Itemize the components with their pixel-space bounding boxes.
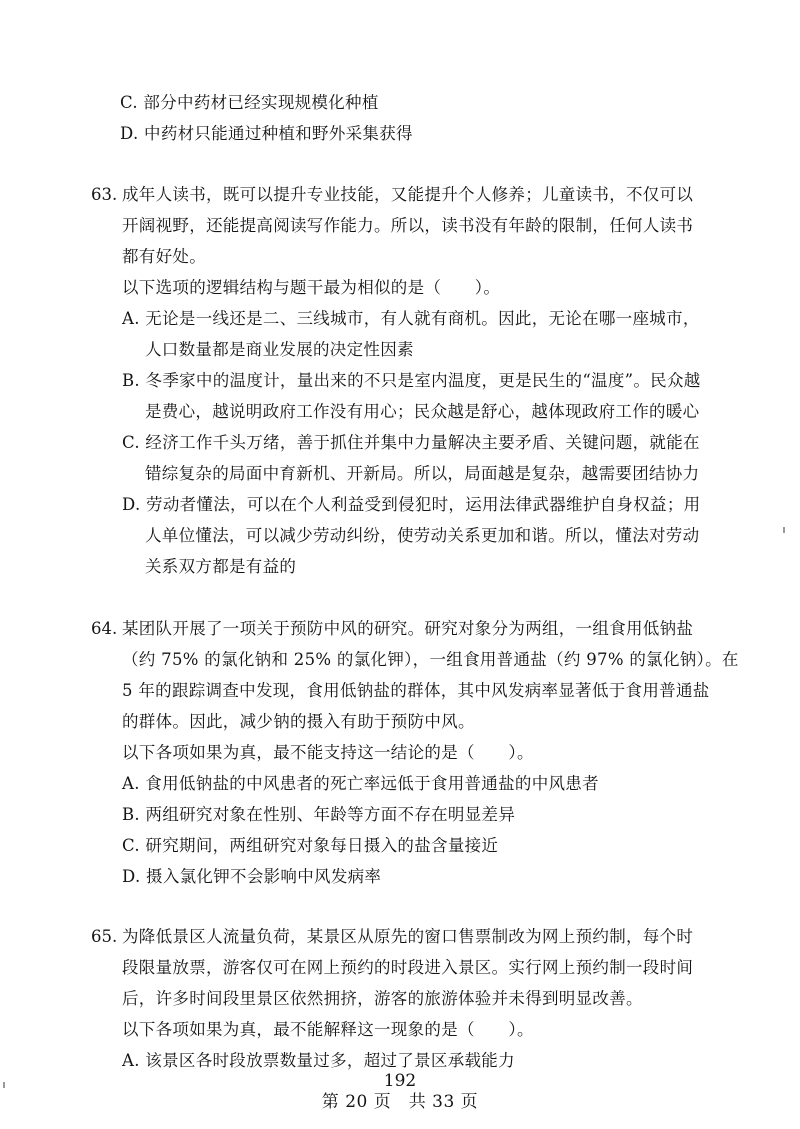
question-65-number: 65. (91, 927, 118, 946)
question-65-stem-line-2: 段限量放票，游客仅可在网上预约的时段进入景区。实行网上预约制一段时间 (122, 958, 694, 977)
question-64-option-a: A. 食用低钠盐的中风患者的死亡率远低于食用普通盐的中风患者 (122, 774, 599, 793)
option-d-prev: D. 中药材只能通过种植和野外采集获得 (120, 124, 413, 143)
question-64-stem-line-2: （约 75% 的氯化钠和 25% 的氯化钾），一组食用普通盐（约 97% 的氯化钠）。在 (122, 650, 739, 669)
question-63-option-d-line-2: 人单位懂法，可以减少劳动纠纷，使劳动关系更加和谐。所以，懂法对劳动 (145, 526, 700, 545)
question-63-stem-line-1: 成年人读书，既可以提升专业技能，又能提升个人修养；儿童读书，不仅可以 (122, 185, 694, 204)
question-63-option-c-line-1: C. 经济工作千头万绪，善于抓住并集中力量解决主要矛盾、关键问题，就能在 (122, 433, 700, 452)
question-64-prompt: 以下各项如果为真，最不能支持这一结论的是（ ）。 (122, 743, 534, 762)
question-63-option-a-line-1: A. 无论是一线还是二、三线城市，有人就有商机。因此，无论在哪一座城市， (122, 309, 700, 328)
scan-mark-left (3, 1082, 5, 1088)
question-64-option-d: D. 摄入氯化钾不会影响中风发病率 (122, 867, 382, 886)
question-65-stem-line-1: 为降低景区人流量负荷，某景区从原先的窗口售票制改为网上预约制，每个时 (122, 927, 694, 946)
scan-mark-right (783, 527, 785, 533)
question-64-number: 64. (91, 619, 118, 638)
question-63-option-b-line-2: 是费心，越说明政府工作没有用心；民众越是舒心，越体现政府工作的暖心 (145, 402, 700, 421)
question-63-option-c-line-2: 错综复杂的局面中育新机、开新局。所以，局面越是复杂，越需要团结协力 (145, 464, 700, 483)
question-63-stem-line-2: 开阔视野，还能提高阅读写作能力。所以，读书没有年龄的限制，任何人读书 (122, 216, 694, 235)
question-64-stem-line-1: 某团队开展了一项关于预防中风的研究。研究对象分为两组，一组食用低钠盐 (122, 619, 694, 638)
question-64-stem-line-3: 5 年的跟踪调查中发现，食用低钠盐的群体，其中风发病率显著低于食用普通盐 (122, 681, 710, 700)
question-65-stem-line-3: 后，许多时间段里景区依然拥挤，游客的旅游体验并未得到明显改善。 (122, 989, 643, 1008)
question-63-option-d-line-1: D. 劳动者懂法，可以在个人利益受到侵犯时，运用法律武器维护自身权益；用 (122, 495, 701, 514)
question-63-option-a-line-2: 人口数量都是商业发展的决定性因素 (145, 340, 414, 359)
page-info: 第 20 页 共 33 页 (321, 1092, 479, 1112)
question-63-prompt: 以下选项的逻辑结构与题干最为相似的是（ ）。 (122, 278, 501, 297)
page-number: 192 (383, 1071, 417, 1091)
question-65-option-a: A. 该景区各时段放票数量过多，超过了景区承载能力 (122, 1051, 515, 1070)
question-64-stem-line-4: 的群体。因此，减少钠的摄入有助于预防中风。 (122, 712, 475, 731)
question-63-stem-line-3: 都有好处。 (122, 247, 206, 266)
question-63-number: 63. (91, 185, 118, 204)
question-64-option-b: B. 两组研究对象在性别、年龄等方面不存在明显差异 (122, 805, 516, 824)
question-63-option-b-line-1: B. 冬季家中的温度计，量出来的不只是室内温度，更是民生的“温度”。民众越 (122, 371, 701, 390)
question-63-option-d-line-3: 关系双方都是有益的 (145, 557, 297, 576)
question-65-prompt: 以下各项如果为真，最不能解释这一现象的是（ ）。 (122, 1020, 534, 1039)
option-c-prev: C. 部分中药材已经实现规模化种植 (120, 93, 379, 112)
question-64-option-c: C. 研究期间，两组研究对象每日摄入的盐含量接近 (122, 836, 499, 855)
